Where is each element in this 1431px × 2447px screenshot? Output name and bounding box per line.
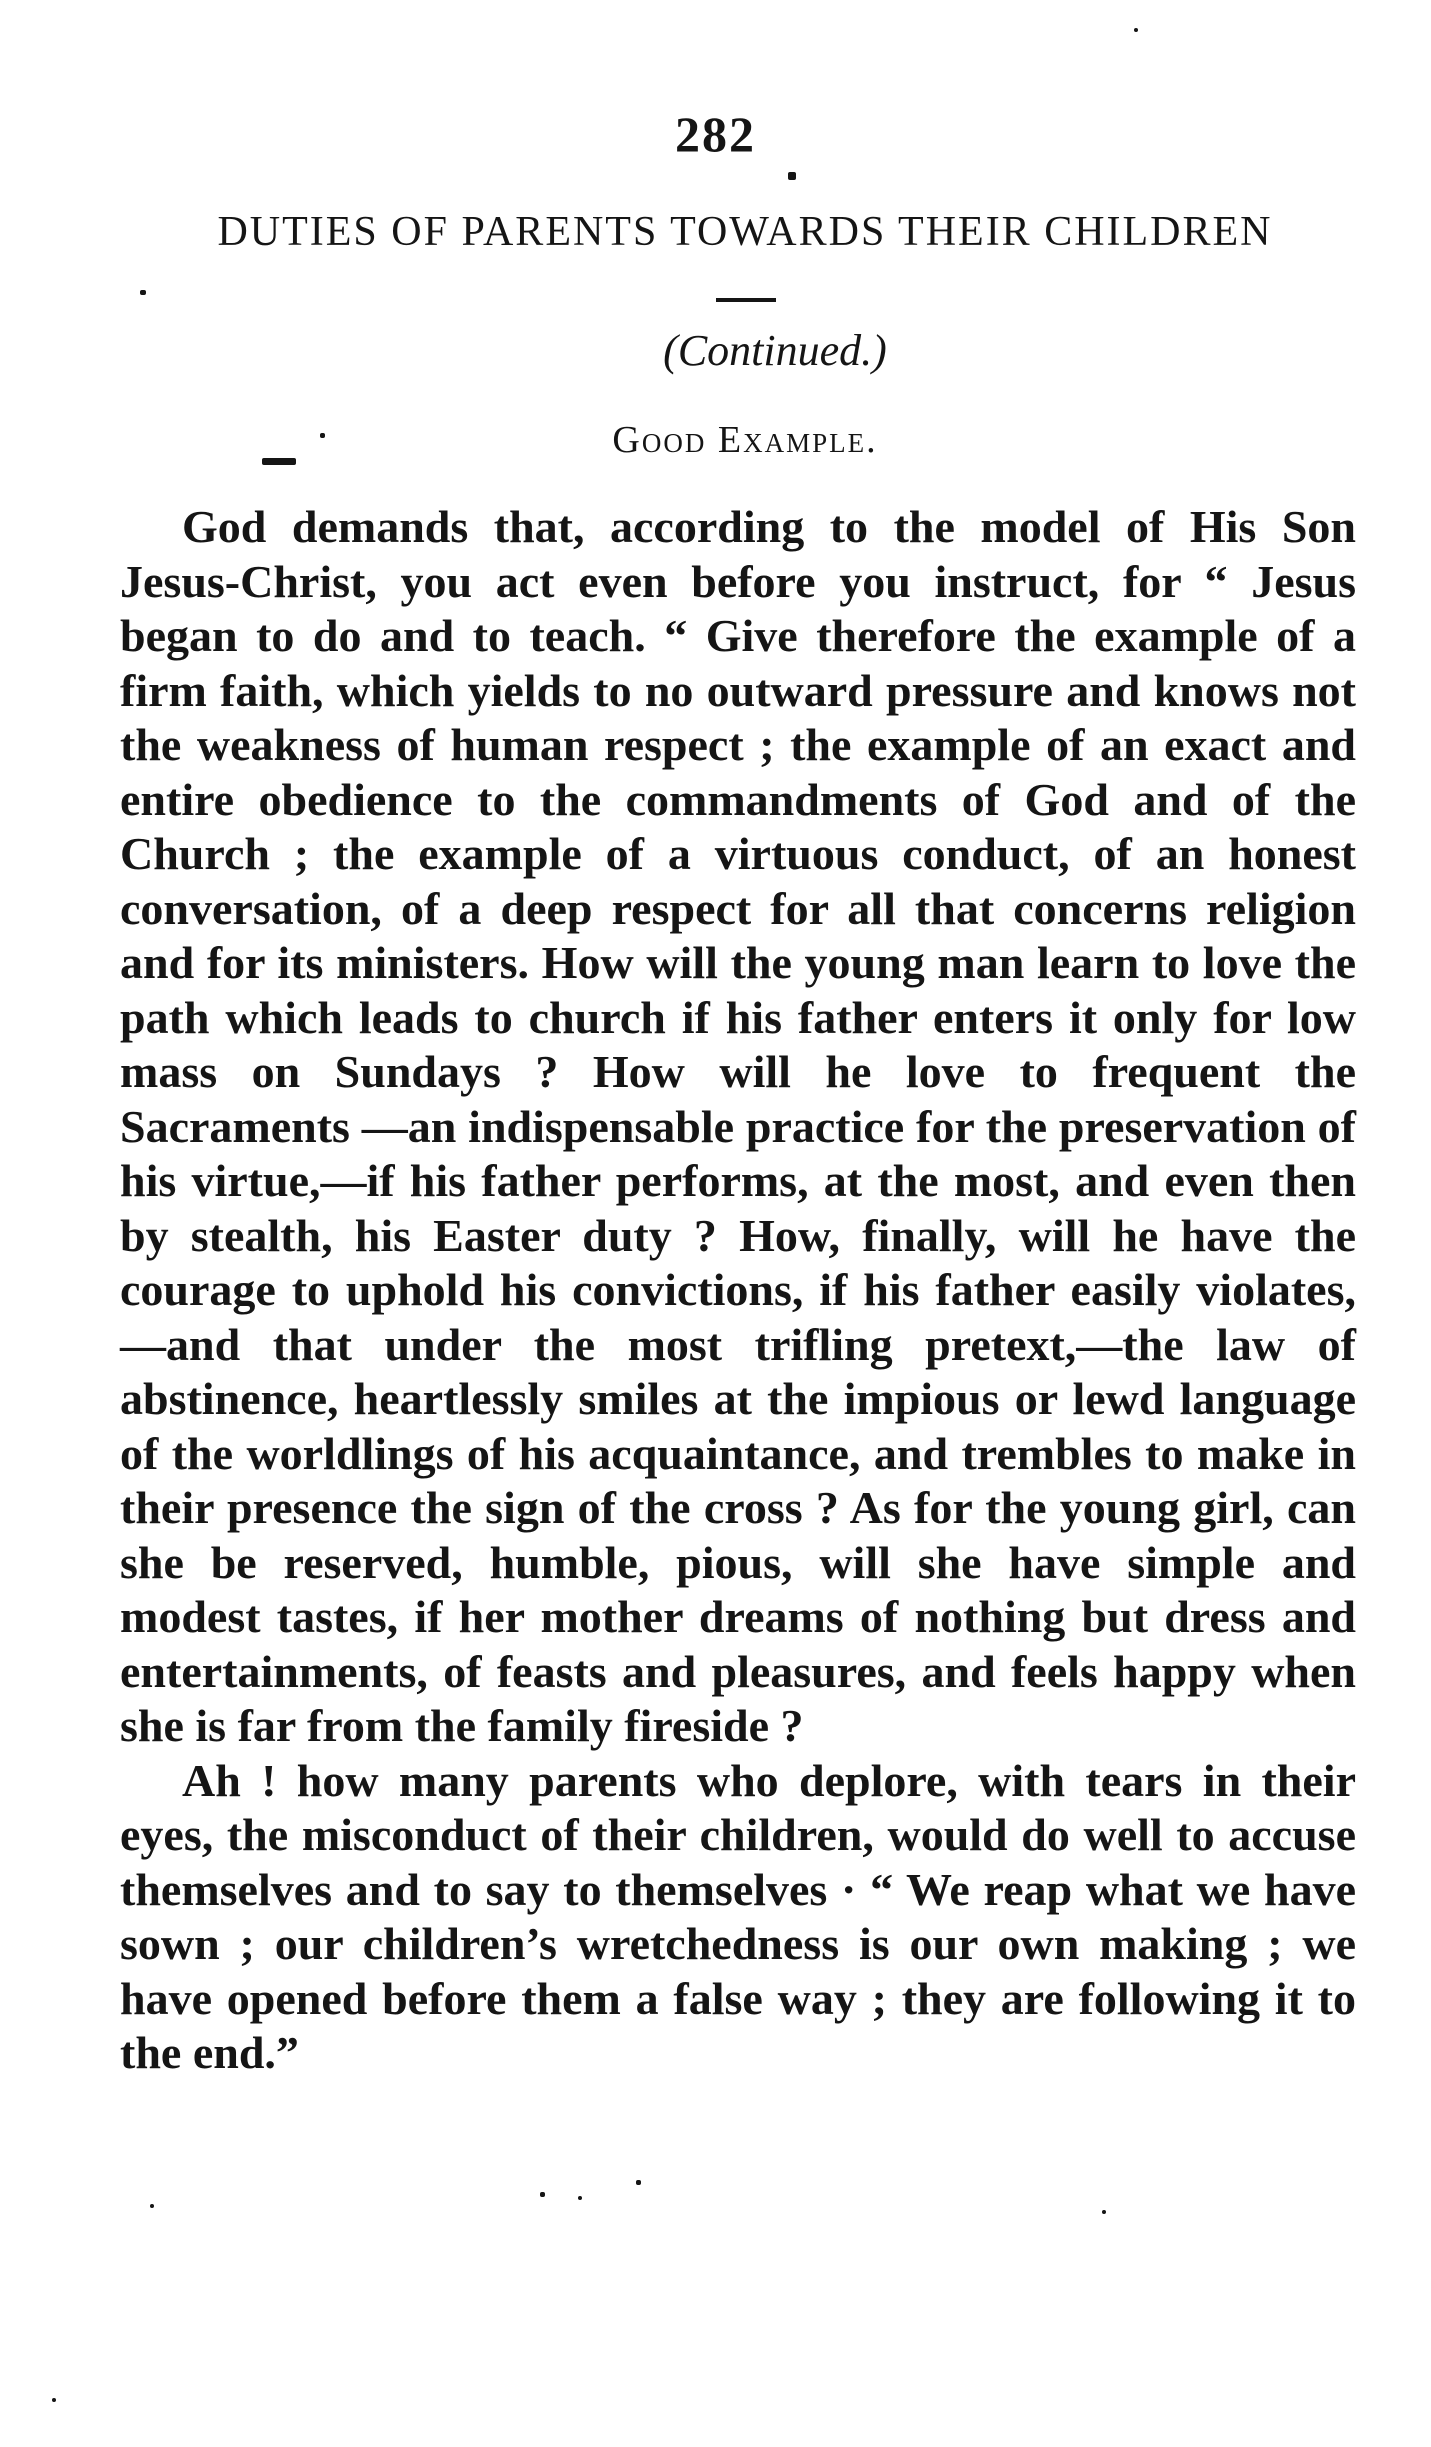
print-speck — [1134, 28, 1138, 32]
print-speck — [262, 458, 296, 465]
paragraph-2: Ah ! how many parents who deplore, with tears in their eyes, the misconduct of their children, would do well to accuse themselves and to say to themselves · “ We reap what we have sown ; our children’s wretchedness is our own making ; we have opened before them a false way ; they are following it to the end.” — [120, 1754, 1356, 2078]
continued-label: (Continued.) — [663, 326, 887, 375]
print-speck — [636, 2180, 641, 2185]
print-speck — [788, 172, 796, 180]
print-speck — [52, 2398, 56, 2402]
print-speck — [1102, 2210, 1106, 2214]
body-text — [120, 500, 1356, 2081]
print-speck — [150, 2204, 154, 2208]
page-number: 282 — [675, 106, 756, 162]
paragraph-1: God demands that, according to the model of His Son Jesus-Christ, you act even before you instruct, for “ Jesus began to do and to teach. “ Give therefore the example of a firm faith, which yields to no outward pressure and knows not the weakness of human respect ; the example of an exact and entire obedience to the commandments of God and of the Church ; the example of a virtuous conduct, of an honest conversation, of a deep respect for all that concerns religion and for its ministers. How will the young man learn to love the path which leads to church if his father enters it only for low mass on Sundays ? How will he love to frequent the Sacraments —an indispensable practice for the preservation of his virtue,—if his father performs, at the most, and even then by stealth, his Easter duty ? How, finally, will he have the courage to uphold his convictions, if his father easily violates,—and that under the most trifling pretext,—the law of abstinence, heartlessly smiles at the impious or lewd language of the worldlings of his acquaintance, and trembles to make in their presence the sign of the cross ? As for the young girl, can she be reserved, humble, pious, will she have simple and modest tastes, if her mother dreams of nothing but dress and entertainments, of feasts and pleasures, and feels happy when she is far from the family fireside ? — [120, 501, 1356, 1751]
section-heading: Good Example. — [612, 419, 878, 461]
print-speck — [540, 2192, 545, 2197]
print-speck — [140, 290, 146, 295]
title-rule — [716, 298, 776, 302]
print-speck — [578, 2196, 582, 2200]
print-speck — [320, 433, 325, 438]
running-title: DUTIES OF PARENTS TOWARDS THEIR CHILDREN — [217, 209, 1273, 255]
